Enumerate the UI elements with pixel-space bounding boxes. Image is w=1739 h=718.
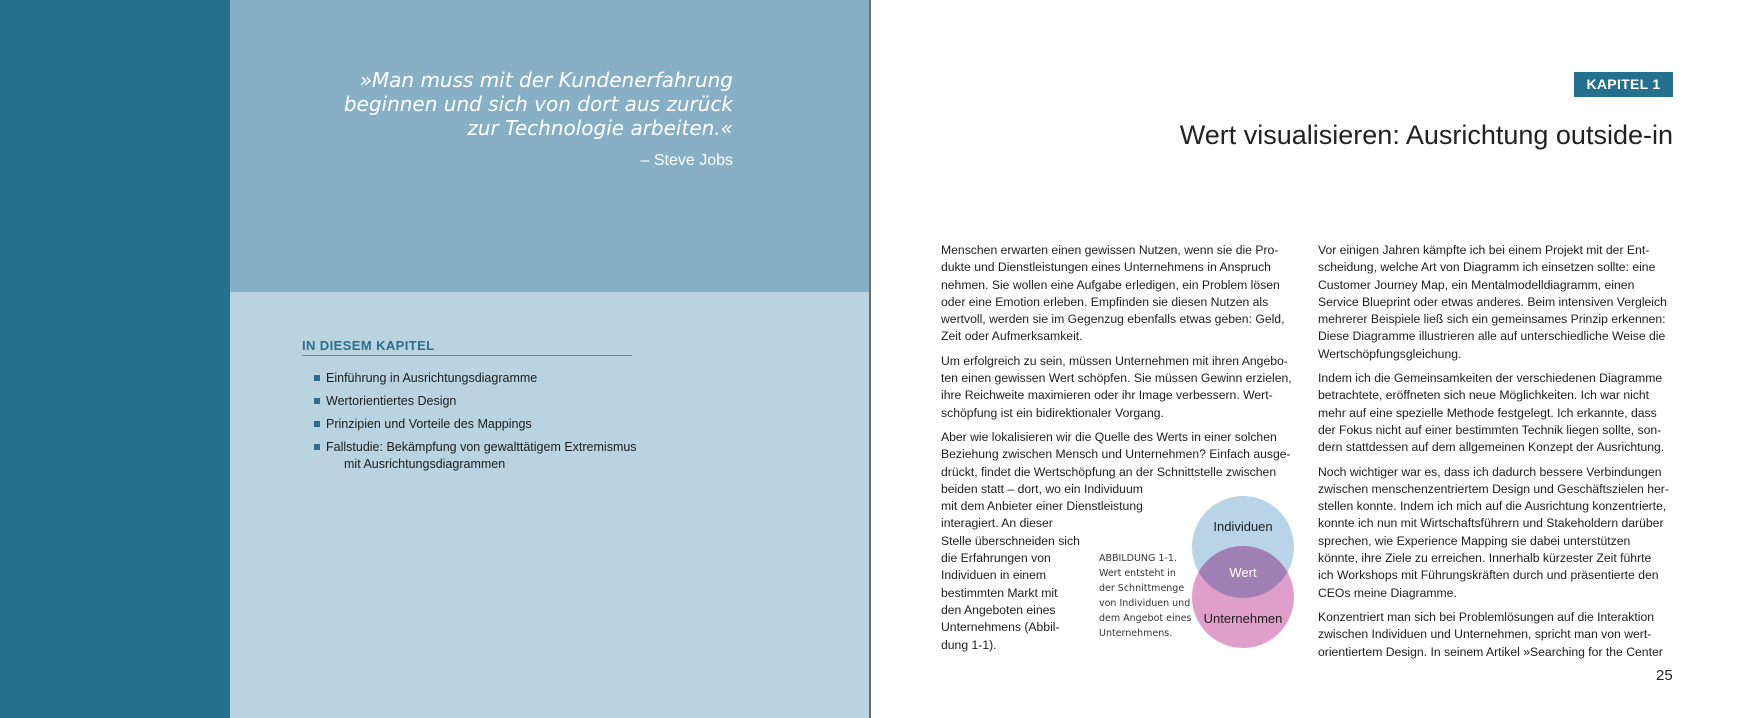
text-line: oder eine Emotion erleben. Empfinden sie diesen Nutzen als <box>941 294 1269 309</box>
text-line: Unternehmens (Abbil- <box>941 620 1060 635</box>
caption-line: der Schnittmenge <box>1099 583 1185 594</box>
text-line: Noch wichtiger war es, dass ich dadurch bessere Verbindungen <box>1318 464 1662 479</box>
text-line: den Angeboten eines <box>941 602 1056 617</box>
caption-line: dem Angebot eines <box>1099 613 1192 624</box>
text-line: Indem ich die Gemeinsamkeiten der verschiedenen Diagramme <box>1318 371 1663 386</box>
quote-line: beginnen und sich von dort aus zurück <box>343 92 733 116</box>
text-line: wertvoll, werden sie im Gegenzug ebenfalls etwas geben: Geld, <box>941 312 1285 327</box>
text-line: Diese Diagramme illustrieren alle auf unterschiedliche Weise die <box>1318 329 1666 344</box>
toc-item <box>314 416 674 433</box>
square-bullet-icon <box>314 398 320 404</box>
quote-line: zur Technologie arbeiten.« <box>467 116 733 140</box>
text-line: Zeit oder Aufmerksamkeit. <box>941 329 1083 344</box>
toc-item-line: Fallstudie: Bekämpfung von gewalttätigem Extremismus <box>326 440 637 454</box>
paragraph <box>1318 609 1678 661</box>
toc-item-line: mit Ausrichtungsdiagrammen <box>344 457 506 471</box>
text-line: CEOs meine Diagramme. <box>1318 585 1457 600</box>
text-line: mehrerer Beispiele ließ sich ein gemeinsames Prinzip erkennen: <box>1318 312 1666 327</box>
text-line: dung 1-1). <box>941 637 997 652</box>
text-line: Individuen in einem <box>941 568 1047 583</box>
text-line: Stelle überschneiden sich <box>941 533 1080 548</box>
text-line: mit dem Anbieter einer Dienstleistung <box>941 499 1143 514</box>
text-line: sprechen, wie Experience Mapping sie dabei unterstützen <box>1318 533 1631 548</box>
text-line: die Erfahrungen von <box>941 551 1051 566</box>
caption-line: Unternehmens. <box>1099 628 1173 639</box>
text-line: könnte, ihre Ziele zu erreichen. Innerhalb kürzester Zeit führte <box>1318 551 1652 566</box>
text-line: Menschen erwarten einen gewissen Nutzen, wenn sie die Pro- <box>941 243 1279 257</box>
toc-item <box>314 393 674 410</box>
book-spine <box>869 0 871 718</box>
text-line: drückt, findet die Wertschöpfung an der Schnittstelle zwischen <box>941 464 1277 479</box>
left-color-bar <box>0 0 230 718</box>
paragraph <box>1318 370 1678 456</box>
figure-caption <box>1099 551 1191 641</box>
text-line: beiden statt – dort, wo ein Individuum <box>941 481 1143 496</box>
chapter-badge: KAPITEL 1 <box>1574 72 1673 97</box>
text-line: stellen konnte. Indem ich mich auf die Ausrichtung konzentrierte, <box>1318 499 1667 514</box>
toc-item <box>314 439 674 473</box>
text-line: konnte ich nun mit Wirtschaftsführern und Stakeholdern darüber <box>1318 516 1664 531</box>
square-bullet-icon <box>314 421 320 427</box>
toc-heading: IN DIESEM KAPITEL <box>302 338 632 356</box>
square-bullet-icon <box>314 444 320 450</box>
text-line: dukte und Dienstleistungen eines Unternehmens in Anspruch <box>941 260 1271 275</box>
epigraph-quote <box>313 68 733 140</box>
text-column-right <box>1318 242 1678 668</box>
venn-diagram <box>1190 494 1296 650</box>
text-line: mehr auf eine spezielle Methode festgelegt. Ich erkannte, dass <box>1318 405 1657 420</box>
toc-item-line: Einführung in Ausrichtungsdiagramme <box>326 371 538 385</box>
wert-label: Wert <box>1229 565 1257 580</box>
text-line: scheidung, welche Art von Diagramm ich einsetzen sollte: eine <box>1318 260 1656 275</box>
paragraph <box>1318 242 1678 363</box>
text-line: schöpfung ist ein bidirektionaler Vorgang. <box>941 405 1164 420</box>
text-line: ihre Reichweite maximieren oder ihr Image verbessern. Wert- <box>941 388 1273 403</box>
text-line: Vor einigen Jahren kämpfte ich bei einem Projekt mit der Ent- <box>1318 243 1650 257</box>
text-line: ten einen gewissen Wert schöpfen. Sie müssen Gewinn erzielen, <box>941 371 1292 386</box>
chapter-title: Wert visualisieren: Ausrichtung outside-in <box>1179 120 1673 150</box>
quote-line: »Man muss mit der Kundenerfahrung <box>359 68 733 92</box>
caption-line: von Individuen und <box>1099 598 1191 609</box>
text-line: nehmen. Sie wollen eine Aufgabe erledigen, ein Problem lösen <box>941 277 1280 292</box>
text-line: betrachtete, eröffneten sich neue Möglichkeiten. Ich war nicht <box>1318 388 1650 403</box>
text-line: Um erfolgreich zu sein, müssen Unternehmen mit ihren Angebo- <box>941 353 1288 368</box>
text-line: orientiertem Design. In seinem Artikel »Searching for the Center <box>1318 644 1663 659</box>
caption-line: ABBILDUNG 1-1. <box>1099 553 1177 564</box>
text-line: ich Workshops mit Führungskräften durch und präsentierte den <box>1318 568 1659 583</box>
paragraph <box>941 353 1292 422</box>
text-line: interagiert. An dieser <box>941 516 1053 531</box>
square-bullet-icon <box>314 375 320 381</box>
text-line: Service Blueprint oder etwas anderes. Beim intensiven Vergleich <box>1318 294 1667 309</box>
text-line: Wertschöpfungsgleichung. <box>1318 346 1462 361</box>
text-line: der Fokus nicht auf einer bestimmten Technik liegen sollte, son- <box>1318 422 1662 437</box>
text-line: Beziehung zwischen Mensch und Unternehmen? Einfach ausge- <box>941 447 1291 462</box>
text-line: dern stattdessen auf dem allgemeinen Konzept der Ausrichtung. <box>1318 440 1665 455</box>
text-line: zwischen menschenzentriertem Design und Geschäftszielen her- <box>1318 481 1669 496</box>
individuen-label: Individuen <box>1213 519 1273 534</box>
text-line: bestimmten Markt mit <box>941 585 1058 600</box>
toc-item <box>314 370 674 387</box>
toc-item-line: Prinzipien und Vorteile des Mappings <box>326 417 532 431</box>
text-line: Aber wie lokalisieren wir die Quelle des Werts in einer solchen <box>941 429 1277 444</box>
page-number: 25 <box>1656 667 1673 684</box>
paragraph <box>1318 464 1678 602</box>
text-line: Customer Journey Map, ein Mentalmodelldiagramm, einen <box>1318 277 1635 292</box>
text-line: Konzentriert man sich bei Problemlösungen auf die Interaktion <box>1318 609 1655 624</box>
caption-line: Wert entsteht in <box>1099 568 1176 579</box>
quote-author: – Steve Jobs <box>640 152 733 169</box>
paragraph <box>941 242 1286 346</box>
unternehmen-label: Unternehmen <box>1203 611 1283 626</box>
text-line: zwischen Individuen und Unternehmen, spricht man von wert- <box>1318 627 1652 642</box>
toc-item-line: Wertorientiertes Design <box>326 394 457 408</box>
toc-list <box>314 370 674 479</box>
quote-panel <box>230 0 869 292</box>
